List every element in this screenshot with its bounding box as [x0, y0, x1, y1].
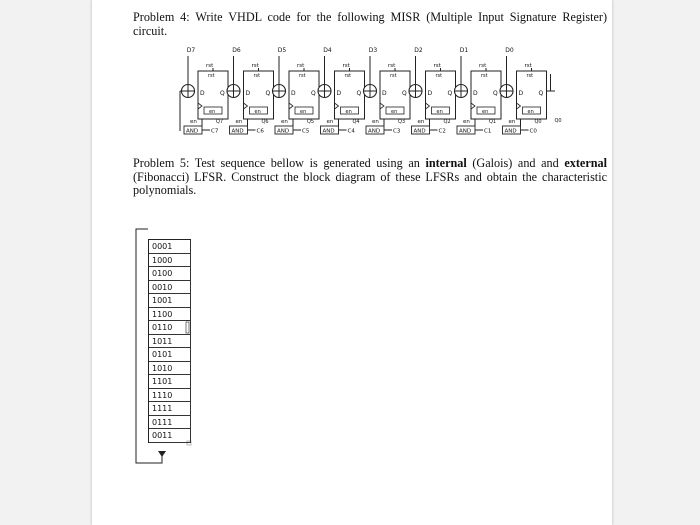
rst-label: rst	[479, 63, 487, 69]
sequence-row: 1011	[149, 335, 191, 349]
sequence-row: 1111	[149, 402, 191, 416]
enable-label: en	[281, 119, 288, 125]
enable-label: en	[417, 119, 425, 125]
and-gate-label: AND	[413, 128, 426, 135]
enable-pin: en	[300, 109, 307, 115]
dff-rst-pin: rst	[299, 73, 306, 79]
and-gate-label: AND	[504, 128, 517, 135]
internal-keyword: internal	[425, 156, 467, 170]
final-output-label: Q0	[554, 118, 562, 124]
sequence-row: 0011	[149, 429, 191, 443]
enable-label: en	[326, 119, 334, 125]
d-input-label: D4	[323, 47, 332, 54]
enable-pin: en	[391, 109, 398, 115]
sequence-row: 1101	[149, 375, 191, 389]
problem-5-prefix: Problem 5: Test sequence bellow is generated using an	[133, 156, 426, 170]
q-output-label: Q0	[534, 119, 542, 125]
rst-label: rst	[297, 63, 305, 69]
external-keyword: external	[564, 156, 607, 170]
d-input-label: D3	[368, 47, 378, 54]
rst-label: rst	[524, 63, 532, 69]
d-input-label: D6	[232, 47, 241, 54]
dff-q-pin: Q	[356, 90, 362, 97]
rst-label: rst	[433, 63, 441, 69]
c-input-label: C5	[302, 128, 310, 135]
c-input-label: C4	[347, 128, 355, 135]
enable-label: en	[372, 119, 379, 125]
sequence-row: 1010	[149, 362, 191, 376]
dff-d-pin: D	[336, 90, 342, 97]
sequence-row: 0001	[149, 240, 191, 254]
rst-label: rst	[251, 63, 259, 69]
dff-d-pin: D	[245, 90, 251, 97]
c-input-label: C2	[438, 128, 446, 135]
sequence-row: 0010	[149, 281, 191, 295]
dff-rst-pin: rst	[526, 73, 534, 79]
c-input-label: C7	[211, 128, 219, 135]
q-output-label: Q2	[443, 119, 451, 125]
dff-q-pin: Q	[265, 90, 271, 97]
enable-pin: en	[345, 109, 352, 115]
enable-pin: en	[209, 109, 216, 115]
rst-label: rst	[206, 63, 214, 69]
sequence-row: 1100	[149, 308, 191, 322]
enable-label: en	[190, 119, 197, 125]
dff-d-pin: D	[291, 90, 296, 97]
dff-d-pin: D	[427, 90, 433, 97]
c-input-label: C6	[256, 128, 264, 135]
and-gate-label: AND	[368, 128, 381, 135]
dff-rst-pin: rst	[435, 73, 443, 79]
sequence-row: 0100	[149, 267, 191, 281]
q-output-label: Q3	[398, 119, 406, 125]
and-gate-label: AND	[186, 128, 199, 135]
sequence-row: 1001	[149, 294, 191, 308]
dff-q-pin: Q	[493, 90, 498, 97]
enable-pin: en	[482, 109, 489, 115]
c-input-label: C1	[484, 128, 492, 135]
test-sequence-table	[148, 239, 191, 443]
dff-rst-pin: rst	[344, 73, 352, 79]
sequence-row: 0110	[149, 321, 191, 335]
enable-label: en	[235, 119, 243, 125]
dff-rst-pin: rst	[390, 73, 397, 79]
q-output-label: Q7	[216, 119, 224, 125]
enable-pin: en	[527, 109, 534, 115]
problem-5-suffix: (Fibonacci) LFSR. Construct the block diagram of these LFSRs and obtain the characteristic polynomials.	[133, 169, 607, 198]
and-gate-label: AND	[231, 128, 244, 135]
dff-d-pin: D	[473, 90, 478, 97]
d-input-label: D5	[277, 47, 287, 54]
dff-d-pin: D	[518, 90, 524, 97]
dff-rst-pin: rst	[253, 73, 261, 79]
dff-d-pin: D	[382, 90, 387, 97]
rst-label: rst	[388, 63, 396, 69]
dff-rst-pin: rst	[481, 73, 488, 79]
sequence-row: 0111	[149, 416, 191, 430]
problem-4-text: Problem 4: Write VHDL code for the following MISR (Multiple Input Signature Register) circuit.	[133, 10, 607, 38]
problem-5-mid: (Galois) and and	[466, 156, 565, 170]
sequence-row: 1110	[149, 389, 191, 403]
q-output-label: Q4	[352, 119, 360, 125]
dff-q-pin: Q	[311, 90, 316, 97]
d-input-label: D2	[414, 47, 423, 54]
dff-q-pin: Q	[220, 90, 225, 97]
dff-q-pin: Q	[447, 90, 453, 97]
q-output-label: Q1	[489, 119, 497, 125]
dff-rst-pin: rst	[208, 73, 215, 79]
sequence-row: 1000	[149, 254, 191, 268]
and-gate-label: AND	[322, 128, 335, 135]
c-input-label: C3	[393, 128, 401, 135]
sequence-row: 0101	[149, 348, 191, 362]
d-input-label: D7	[186, 47, 196, 54]
dff-q-pin: Q	[402, 90, 407, 97]
q-output-label: Q6	[261, 119, 269, 125]
d-input-label: D1	[459, 47, 469, 54]
dff-q-pin: Q	[538, 90, 544, 97]
q-output-label: Q5	[307, 119, 315, 125]
enable-label: en	[463, 119, 470, 125]
enable-label: en	[508, 119, 516, 125]
rst-label: rst	[342, 63, 350, 69]
c-input-label: C0	[529, 128, 537, 135]
and-gate-label: AND	[277, 128, 290, 135]
and-gate-label: AND	[459, 128, 472, 135]
d-input-label: D0	[505, 47, 514, 54]
dff-d-pin: D	[200, 90, 205, 97]
enable-pin: en	[254, 109, 261, 115]
enable-pin: en	[436, 109, 443, 115]
